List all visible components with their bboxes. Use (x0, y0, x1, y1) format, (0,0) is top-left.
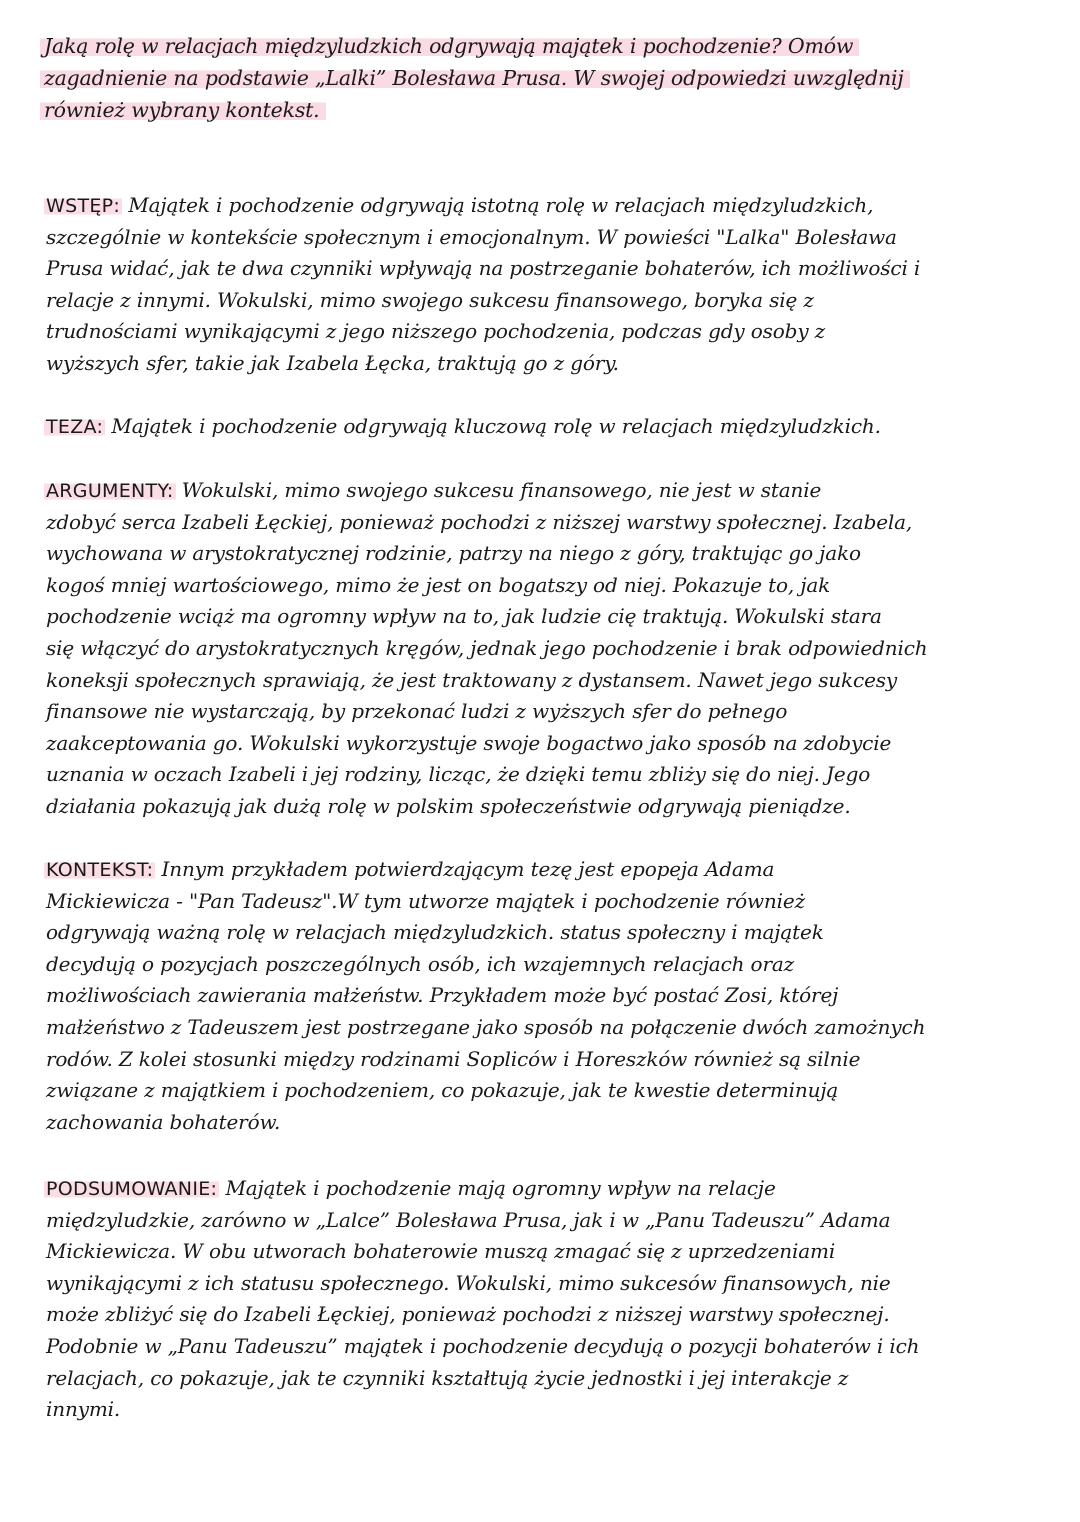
paragraph-line: relacje z innymi. Wokulski, mimo swojego sukcesu finansowego, boryka się z (46, 287, 814, 312)
section-label-arguments: ARGUMENTY: (46, 480, 174, 502)
section-label-context: KONTEKST: (46, 859, 154, 881)
paragraph-line: możliwościach zawierania małżeństw. Przykładem może być postać Zosi, której (46, 983, 839, 1008)
paragraph-line (46, 1173, 1046, 1205)
section-arguments (46, 475, 1046, 823)
question-line (40, 62, 1040, 94)
paragraph-line: decydują o pozycjach poszczególnych osób, ich wzajemnych relacjach oraz (46, 951, 795, 976)
paragraph-line: szczególnie w kontekście społecznym i emocjonalnym. W powieści "Lalka" Bolesława (46, 224, 897, 249)
paragraph-text: Majątek i pochodzenie mają ogromny wpływ na relacje (219, 1176, 776, 1200)
paragraph-line: odgrywają ważną rolę w relacjach międzyludzkich. status społeczny i majątek (46, 920, 824, 945)
paragraph-line: się włączyć do arystokratycznych kręgów, jednak jego pochodzenie i brak odpowiednich (46, 635, 928, 660)
question-highlight: zagadnienie na podstawie „Lalki” Bolesława Prusa. W swojej odpowiedzi uwzględnij (40, 66, 910, 90)
paragraph-line: kogoś mniej wartościowego, mimo że jest on bogatszy od niej. Pokazuje to, jak (46, 572, 831, 597)
paragraph-line: uznania w oczach Izabeli i jej rodziny, licząc, że dzięki temu zbliży się do niej. Jego (46, 762, 871, 787)
paragraph-line (46, 854, 1046, 886)
paragraph-line: wychowana w arystokratycznej rodzinie, patrzy na niego z góry, traktując go jako (46, 541, 861, 566)
paragraph-line: wynikającymi z ich statusu społecznego. Wokulski, mimo sukcesów finansowych, nie (46, 1270, 891, 1295)
section-label-introduction: WSTĘP: (46, 195, 121, 217)
paragraph-line (46, 475, 1046, 507)
paragraph-line: może zbliżyć się do Izabeli Łęckiej, ponieważ pochodzi z niższej warstwy społecznej. (46, 1302, 890, 1327)
paragraph-line: Prusa widać, jak te dwa czynniki wpływają na postrzeganie bohaterów, ich możliwości i (46, 256, 921, 281)
paragraph-line: innymi. (46, 1397, 121, 1422)
essay-question (40, 30, 1040, 126)
question-line (40, 30, 1040, 62)
paragraph-line: zaakceptowania go. Wokulski wykorzystuje swoje bogactwo jako sposób na zdobycie (46, 730, 892, 755)
paragraph-line: trudnościami wynikającymi z jego niższego pochodzenia, podczas gdy osoby z (46, 319, 826, 344)
paragraph-line: międzyludzkie, zarówno w „Lalce” Bolesława Prusa, jak i w „Panu Tadeuszu” Adama (46, 1207, 891, 1232)
paragraph-text: Innym przykładem potwierdzającym tezę jest epopeja Adama (155, 857, 775, 881)
section-introduction (46, 190, 1046, 380)
paragraph-text: Wokulski, mimo swojego sukcesu finansowego, nie jest w stanie (175, 478, 822, 502)
paragraph-line: Podobnie w „Panu Tadeuszu” majątek i pochodzenie decydują o pozycji bohaterów i ich (46, 1333, 920, 1358)
paragraph-line: wyższych sfer, takie jak Izabela Łęcka, traktują go z góry. (46, 350, 619, 375)
section-context (46, 854, 1046, 1138)
section-label-thesis: TEZA: (46, 416, 104, 438)
paragraph-line: związane z majątkiem i pochodzeniem, co pokazuje, jak te kwestie determinują (46, 1078, 839, 1103)
paragraph-line: zachowania bohaterów. (46, 1109, 281, 1134)
paragraph-line (46, 411, 1046, 443)
paragraph-line: pochodzenie wciąż ma ogromny wpływ na to, jak ludzie cię traktują. Wokulski stara (46, 604, 882, 629)
paragraph-line: działania pokazują jak dużą rolę w polskim społeczeństwie odgrywają pieniądze. (46, 793, 851, 818)
paragraph-text: Majątek i pochodzenie odgrywają istotną rolę w relacjach międzyludzkich, (122, 193, 874, 217)
question-highlight: również wybrany kontekst. (40, 98, 326, 122)
paragraph-line: Mickiewicza - "Pan Tadeusz".W tym utworze majątek i pochodzenie również (46, 888, 805, 913)
paragraph-line: rodów. Z kolei stosunki między rodzinami Sopliców i Horeszków również są silnie (46, 1046, 861, 1071)
paragraph-line: małżeństwo z Tadeuszem jest postrzegane jako sposób na połączenie dwóch zamożnych (46, 1014, 926, 1039)
paragraph-line: Mickiewicza. W obu utworach bohaterowie muszą zmagać się z uprzedzeniami (46, 1239, 836, 1264)
paragraph-line: relacjach, co pokazuje, jak te czynniki kształtują życie jednostki i jej interakcje z (46, 1365, 849, 1390)
question-highlight: Jaką rolę w relacjach międzyludzkich odgrywają majątek i pochodzenie? Omów (40, 34, 859, 58)
question-line (40, 94, 1040, 126)
section-thesis (46, 411, 1046, 443)
paragraph-line: finansowe nie wystarczają, by przekonać ludzi z wyższych sfer do pełnego (46, 699, 788, 724)
paragraph-line (46, 190, 1046, 222)
section-label-summary: PODSUMOWANIE: (46, 1178, 218, 1200)
paragraph-line: zdobyć serca Izabeli Łęckiej, ponieważ pochodzi z niższej warstwy społecznej. Izabela, (46, 509, 913, 534)
section-summary (46, 1173, 1046, 1426)
paragraph-text: Majątek i pochodzenie odgrywają kluczową rolę w relacjach międzyludzkich. (105, 414, 881, 438)
paragraph-line: koneksji społecznych sprawiają, że jest traktowany z dystansem. Nawet jego sukcesy (46, 667, 898, 692)
